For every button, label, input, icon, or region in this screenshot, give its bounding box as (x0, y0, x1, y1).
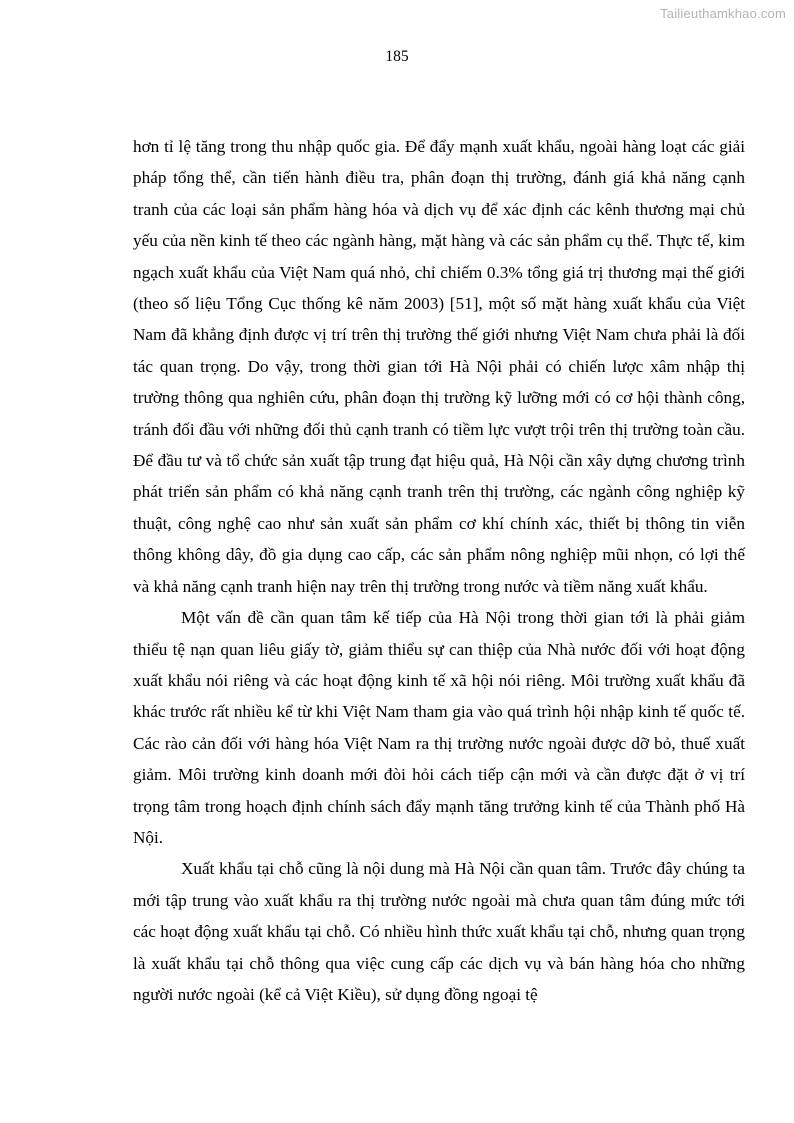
page-number: 185 (385, 48, 409, 65)
document-body (133, 131, 745, 1010)
paragraph-2: Một vấn đề cần quan tâm kế tiếp của Hà Nội trong thời gian tới là phải giảm thiểu tệ nạn quan liêu giấy tờ, giảm thiểu sự can thiệp của Nhà nước đối với hoạt động xuất khẩu nói riêng và các hoạt động kinh tế xã hội nói riêng. Môi trường xuất khẩu đã khác trước rất nhiều kể từ khi Việt Nam tham gia vào quá trình hội nhập kinh tế quốc tế. Các rào cản đối với hàng hóa Việt Nam ra thị trường nước ngoài được dỡ bỏ, thuế xuất giảm. Môi trường kinh doanh mới đòi hỏi cách tiếp cận mới và cần được đặt ở vị trí trọng tâm trong hoạch định chính sách đẩy mạnh tăng trưởng kinh tế của Thành phố Hà Nội. (133, 608, 745, 847)
watermark: Tailieuthamkhao.com (660, 6, 786, 21)
paragraph-3: Xuất khẩu tại chỗ cũng là nội dung mà Hà Nội cần quan tâm. Trước đây chúng ta mới tập trung vào xuất khẩu ra thị trường nước ngoài mà chưa quan tâm đúng mức tới các hoạt động xuất khẩu tại chỗ. Có nhiều hình thức xuất khẩu tại chỗ, nhưng quan trọng là xuất khẩu tại chỗ thông qua việc cung cấp các dịch vụ và bán hàng hóa cho những người nước ngoài (kể cả Việt Kiều), sử dụng đồng ngoại tệ (133, 859, 745, 1004)
paragraph-1: hơn tỉ lệ tăng trong thu nhập quốc gia. Để đẩy mạnh xuất khẩu, ngoài hàng loạt các giải pháp tổng thể, cần tiến hành điều tra, phân đoạn thị trường, đánh giá khả năng cạnh tranh của các loại sản phẩm hàng hóa và dịch vụ để xác định các kênh thương mại chủ yếu của nền kinh tế theo các ngành hàng, mặt hàng và các sản phẩm cụ thể. Thực tế, kim ngạch xuất khẩu của Việt Nam quá nhỏ, chỉ chiếm 0.3% tổng giá trị thương mại thế giới (theo số liệu Tổng Cục thống kê năm 2003) [51], một số mặt hàng xuất khẩu của Việt Nam đã khẳng định được vị trí trên thị trường thế giới nhưng Việt Nam chưa phải là đối tác quan trọng. Do vậy, trong thời gian tới Hà Nội phải có chiến lược xâm nhập thị trường thông qua nghiên cứu, phân đoạn thị trường kỹ lưỡng mới có cơ hội thành công, tránh đối đầu với những đối thủ cạnh tranh có tiềm lực vượt trội trên thị trường toàn cầu. Để đầu tư và tổ chức sản xuất tập trung đạt hiệu quả, Hà Nội cần xây dựng chương trình phát triển sản phẩm có khả năng cạnh tranh trên thị trường, các ngành công nghiệp kỹ thuật, công nghệ cao như sản xuất sản phẩm cơ khí chính xác, thiết bị thông tin viễn thông không dây, đồ gia dụng cao cấp, các sản phẩm nông nghiệp mũi nhọn, có lợi thế và khả năng cạnh tranh hiện nay trên thị trường trong nước và tiềm năng xuất khẩu. (133, 137, 745, 596)
